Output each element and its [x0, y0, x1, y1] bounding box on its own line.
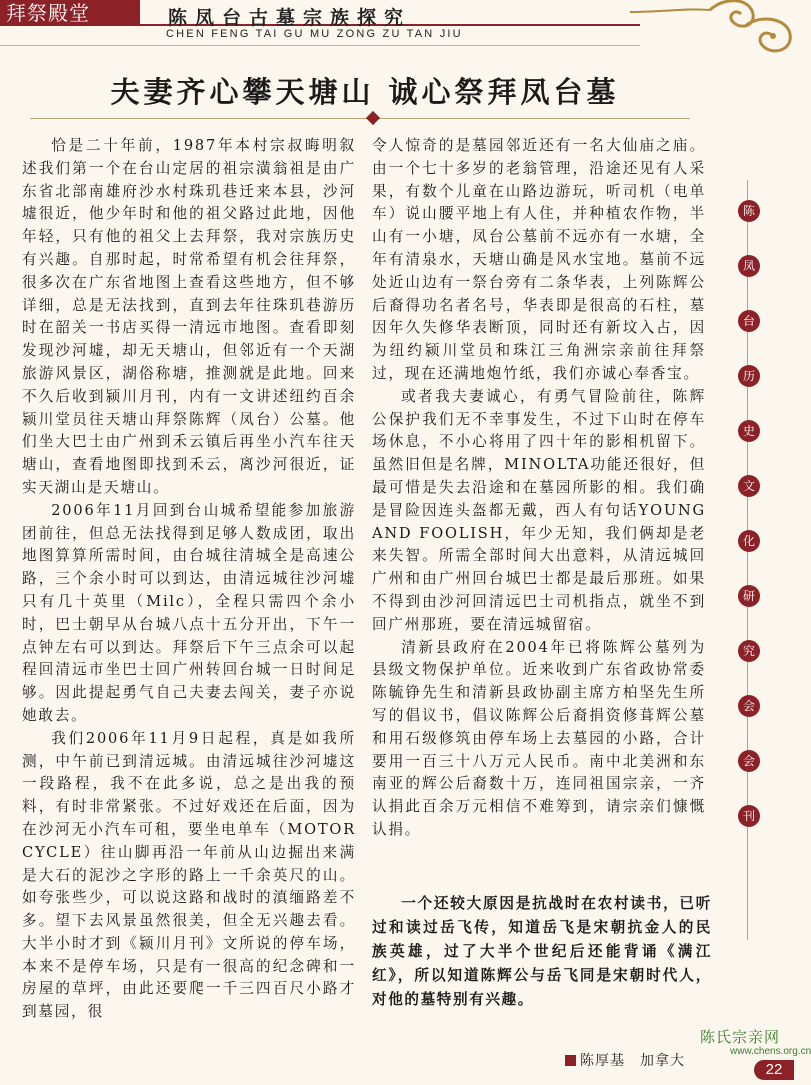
side-char: 会: [738, 750, 760, 772]
side-char: 刊: [738, 805, 760, 827]
cloud-ornament-icon: [625, 0, 800, 60]
closing-note: [372, 892, 712, 1012]
magazine-title: 陈凤台古墓宗族探究: [168, 7, 412, 29]
paragraph-continued: 令人惊奇的是墓园邻近还有一名大仙庙之庙。由一个七十多岁的老翁管理，沿途还见有人采果，有数个儿童在山路边游玩，听司机（电单车）说山腰平地上有人住，并种植农作物，半山有一小塘，凤台公墓前不远亦有一水塘，全年有清泉水，天塘山确是风水宝地。墓前不远处近山边有一祭台旁有二条华表，上列陈辉公后裔得功名者名号，华表即是很高的石柱，墓因年久失修华表断顶，同时还有新坟入占，因为纽约颍川堂员和珠江三角洲宗亲前往拜祭过，现在还满地炮竹纸，我们亦诚心奉香宝。: [372, 137, 706, 382]
paragraph: 2006年11月回到台山城希望能参加旅游团前往，但总无法找得到足够人数成团，取出地图算算所需时间，由台城往清城全是高速公路，三个余小时可以到达，由清远城往沙河墟只有几十英里（Milc），全程只需四个余小时，巴士朝早从台城八点十五分开出，下午一点钟左右可以到达。拜祭后下午三点余可以起程回清远市坐巴士回广州转回台城一日时间足够。因此提起勇气自己夫妻去闯关，妻子亦说她敢去。: [22, 501, 356, 724]
right-column: [372, 135, 706, 842]
side-label: [735, 200, 763, 860]
author-name: 陈厚基 加拿大: [580, 1053, 685, 1069]
title-rule: [30, 118, 690, 119]
side-char: 究: [738, 640, 760, 662]
site-watermark-url: www.chens.org.cn: [730, 1046, 811, 1057]
side-char: 史: [738, 420, 760, 442]
site-watermark: 陈氏宗亲网: [700, 1028, 781, 1046]
magazine-pinyin: CHEN FENG TAI GU MU ZONG ZU TAN JIU: [166, 28, 463, 40]
side-char: 化: [738, 530, 760, 552]
header-underline: [0, 45, 640, 46]
side-char: 历: [738, 365, 760, 387]
left-column: [22, 135, 356, 1024]
side-char: 文: [738, 475, 760, 497]
article-title: 夫妻齐心攀天塘山 诚心祭拜凤台墓: [110, 75, 620, 109]
author-byline: [565, 1050, 685, 1070]
side-char: 台: [738, 310, 760, 332]
closing-paragraph: 一个还较大原因是抗战时在农村读书，已听过和读过岳飞传，知道岳飞是宋朝抗金人的民族英雄，过了大半个世纪后还能背诵《满江红》，所以知道陈辉公与岳飞同是宋朝时代人，对他的墓特别有兴趣。: [372, 895, 712, 1008]
paragraph: 我们2006年11月9日起程，真是如我所测，中午前已到清远城。由清远城往沙河墟这一段路程，我不在此多说，总之是出我的预料，有时非常紧张。不过好戏还在后面，因为在沙河无小汽车可租，要坐电单车（MOTORCYCLE）往山脚再沿一年前从山边掘出来满是大石的泥沙之字形的路上一千余英尺的山。如夸张些少，可以说这路和战时的滇缅路差不多。望下去风景虽然很美，但全无兴趣去看。大半小时才到《颍川月刊》文所说的停车场，本来不是停车场，只是有一很高的纪念碑和一房屋的草坪，由此还要爬一千三四百尺小路才到墓园，很: [22, 729, 356, 1021]
paragraph: 清新县政府在2004年已将陈辉公墓列为县级文物保护单位。近来收到广东省政协常委陈毓铮先生和清新县政协副主席方柏坚先生所写的倡议书，倡议陈辉公后裔捐资修葺辉公墓和用石级修筑由停车场上去墓园的小路，合计要用一百三十八万元人民币。南中北美洲和东南亚的辉公后裔数十万，连同祖国宗亲，一齐认捐此百余万元相信不难筹到，请宗亲们慷慨认捐。: [372, 638, 706, 838]
paragraph: 恰是二十年前，1987年本村宗叔晦明叙述我们第一个在台山定居的祖宗潢翁祖是由广东省北部南雄府沙水村珠玑巷迁来本县，沙河墟很近，他少年时和他的祖父路过此地，因他年轻，只有他的祖父上去拜祭，我对宗族历史有兴趣。自那时起，时常希望有机会往拜祭，很多次在广东省地图上查看这些地方，但不够详细，总是无法找到，直到去年往珠玑巷游历时在韶关一书店买得一清远市地图。查看即刻发现沙河墟，却无天塘山，但邻近有一个天湖旅游风景区，湖俗称塘，推测就是此地。回来不久后收到颍川月刊，内有一文讲述纽约百余颍川堂员往天塘山拜祭陈辉（凤台）公墓。他们坐大巴士由广州到禾云镇后再坐小汽车往天塘山，查看地图即找到禾云，离沙河很近，证实天湖山是天塘山。: [22, 137, 356, 496]
side-char: 研: [738, 585, 760, 607]
page-number: 22: [754, 1060, 794, 1080]
section-tab: 拜祭殿堂: [0, 0, 140, 26]
byline-square-icon: [565, 1055, 576, 1066]
page-header: [0, 0, 800, 50]
side-char: 陈: [738, 200, 760, 222]
side-char: 凤: [738, 255, 760, 277]
side-char: 会: [738, 695, 760, 717]
paragraph: 或者我夫妻诚心，有勇气冒险前往，陈辉公保护我们无不幸事发生，不过下山时在停车场休息，不小心将用了四十年的影相机留下。虽然旧但是名牌，MINOLTA功能还很好，但最可惜是失去沿途和在墓园所影的相。我们确是冒险因连头盔都无戴，西人有句话YOUNG AND FOOLISH，年少无知，我们俩却是老来失智。所需全部时间大出意料，从清远城回广州和由广州回台城巴士都是最后那班。如果不得到由沙河回清远巴士司机指点，就坐不到回广州那班，要在清远城留宿。: [372, 387, 706, 633]
title-diamond-icon: [366, 111, 380, 125]
